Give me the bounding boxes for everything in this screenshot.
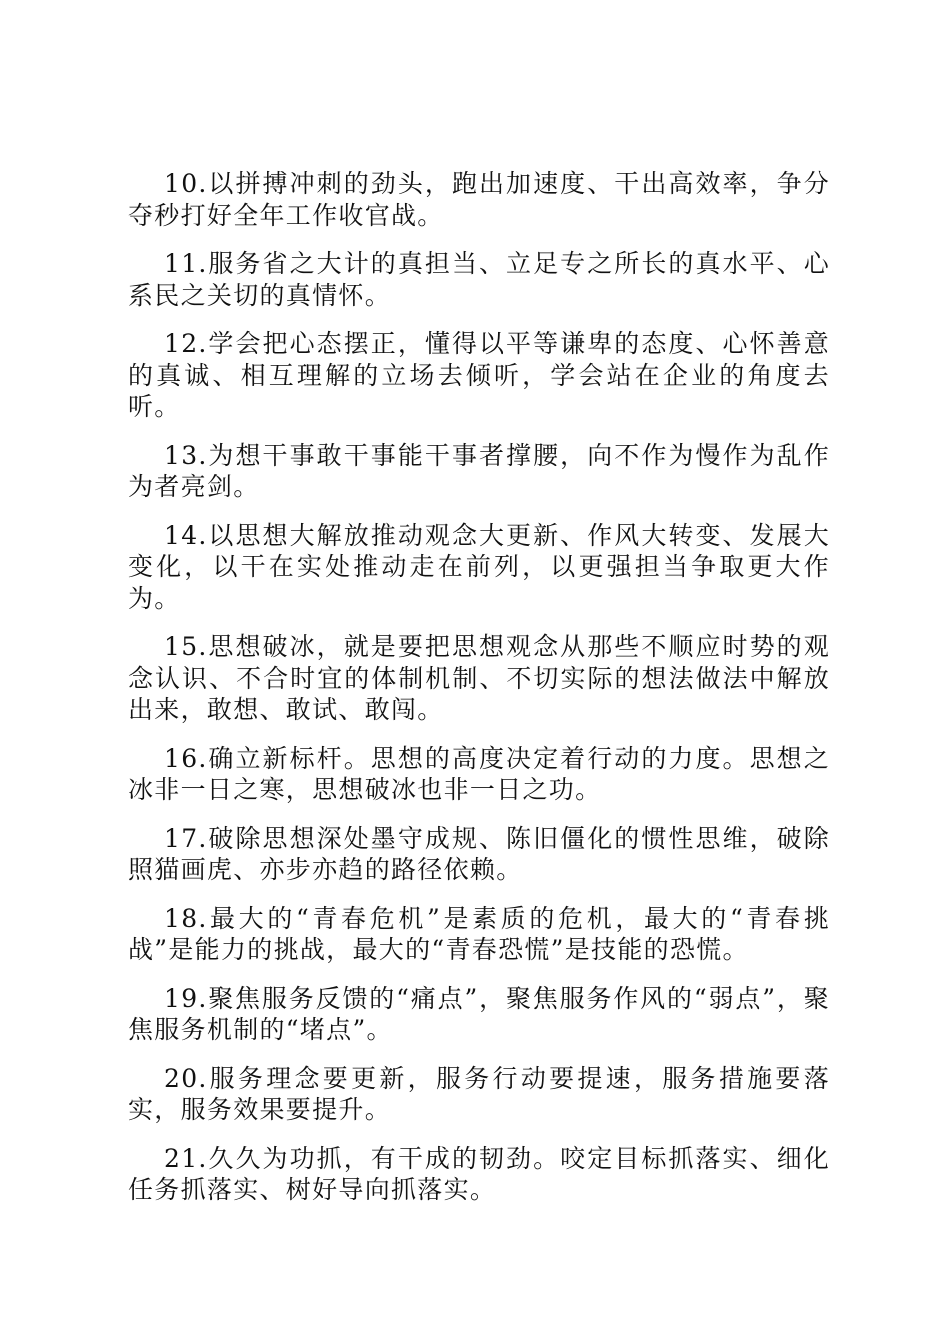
paragraph-13: 13.为想干事敢干事能干事者撑腰，向不作为慢作为乱作为者亮剑。 bbox=[128, 440, 830, 501]
paragraph-19: 19.聚焦服务反馈的“痛点”，聚焦服务作风的“弱点”，聚焦服务机制的“堵点”。 bbox=[128, 983, 830, 1044]
paragraph-11: 11.服务省之大计的真担当、立足专之所长的真水平、心系民之关切的真情怀。 bbox=[128, 249, 830, 310]
paragraph-20: 20.服务理念要更新，服务行动要提速，服务措施要落实，服务效果要提升。 bbox=[128, 1063, 830, 1124]
paragraph-12: 12.学会把心态摆正，懂得以平等谦卑的态度、心怀善意的真诚、相互理解的立场去倾听，学会站在企业的角度去听。 bbox=[128, 329, 830, 421]
paragraph-10: 10.以拼搏冲刺的劲头，跑出加速度、干出高效率，争分夺秒打好全年工作收官战。 bbox=[128, 169, 830, 230]
paragraph-17: 17.破除思想深处墨守成规、陈旧僵化的惯性思维，破除照猫画虎、亦步亦趋的路径依赖。 bbox=[128, 823, 830, 884]
paragraph-16: 16.确立新标杆。思想的高度决定着行动的力度。思想之冰非一日之寒，思想破冰也非一日之功。 bbox=[128, 743, 830, 804]
paragraph-21: 21.久久为功抓，有干成的韧劲。咬定目标抓落实、细化任务抓落实、树好导向抓落实。 bbox=[128, 1143, 830, 1204]
paragraph-18: 18.最大的“青春危机”是素质的危机，最大的“青春挑战”是能力的挑战，最大的“青春恐慌”是技能的恐慌。 bbox=[128, 903, 830, 964]
document-body bbox=[128, 168, 830, 1223]
paragraph-14: 14.以思想大解放推动观念大更新、作风大转变、发展大变化，以干在实处推动走在前列，以更强担当争取更大作为。 bbox=[128, 520, 830, 613]
paragraph-15: 15.思想破冰，就是要把思想观念从那些不顺应时势的观念认识、不合时宜的体制机制、不切实际的想法做法中解放出来，敢想、敢试、敢闯。 bbox=[128, 632, 830, 724]
